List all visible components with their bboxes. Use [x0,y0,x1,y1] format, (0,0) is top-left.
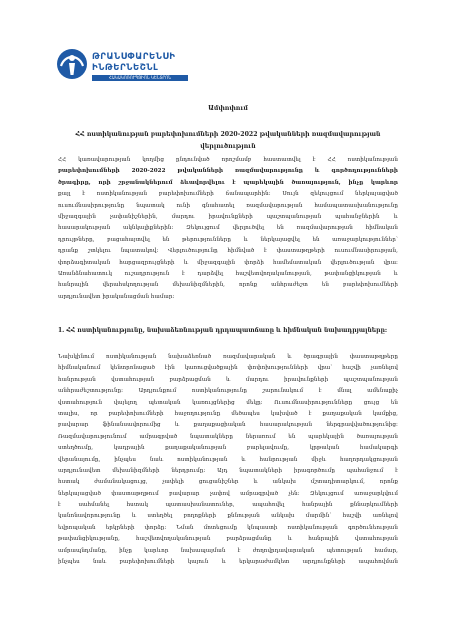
text-line: ստեղծումը, կադրային քաղաքականության բարելավումը, կրթական համակարգի [58,445,398,452]
text-line: արդյունավետ իրականացման համար: [58,293,175,300]
text-line: տալիս, որ բարեփոխումների հաջողությունը մեծապես կախված է քաղաքական կամքից, [58,410,398,417]
text-line: հասարակության ակնկալիքներին: Զեկույցում վերլուծվել են ռազմավարության հիմնական [58,225,398,232]
text-line: հիմնականում կենտրոնացած էին կառուցվածքային փոփոխությունների վրա՝ հաշվի չառնելով [58,365,398,372]
logo-text-line1: ԹՐԱՆՍՓԱՐԵՆՍԻ [92,52,176,62]
text-line: հանրային վերահսկողության մեխանիզմներին, որոնք անհրաժեշտ են բարեփոխումների [58,282,398,289]
text-line: վերանայումը, ինչպես նաև ոստիկանության և հանրության միջև հաղորդակցության [58,456,398,463]
text-line: միջազգային չափանիշներին, մարդու իրավունքների պաշտպանության պահանջներին և [58,213,398,220]
section-paragraph [58,352,398,568]
text-line: ամրապնդմանը, ինչը կարևոր նախապայման է ժողովրդավարական պետության համար, [58,547,398,554]
text-line: ինչպես նաև բարեփոխումների կայուն և երկարաժամկետ արդյունքների ապահովման [58,559,398,566]
globe-person-icon [56,48,88,80]
logo-band: ՀԱԿԱԿՈՌՈՒՊՑԻՈՆ ԿԵՆՏՐՈՆ [92,75,188,81]
summary-label: Ամփոփում [208,105,248,112]
organization-logo [56,48,190,86]
text-line: բարեփոխումների 2020-2022 թվականների ռազմավարությունը և գործողությունների [58,168,398,175]
document-title-line1: ՀՀ ոստիկանության բարեփոխումների 2020-2022 թվականների ռազմավարության [75,131,381,138]
text-line: հանրության վստահության բարձրացման և մարդու իրավունքների պաշտպանության [58,376,398,383]
text-line: ուսումնասիրությունը նպատակ ունի գնահատել ռազմավարության համապատասխանությունը [58,202,398,209]
text-line: թափանցիկությանը, հաշվետվողականության բարձրացմանը և հանրային վստահության [58,536,398,543]
text-line: անհրաժեշտությունը: Արդյունքում ոստիկանությունը շարունակում է մնալ ամենաքիչ [58,388,398,395]
summary-paragraph [58,155,398,303]
text-line: քայլ է ոստիկանության բարեփոխումների ճանապարհին: Սույն զեկույցում ներկայացված [58,191,398,198]
text-line: ծրագիրը, որի շրջանակներում ձևավորվելու է պարեկային ծառայություն, ինչը կարևոր [58,179,398,186]
text-line: եվրոպական երկրների փորձը: Նման մոտեցումը կնպաստի ոստիկանության գործունեության [58,524,398,531]
text-line: դրանք շտկելու նպատակով: Վերլուծությունը հիմնված է փաստաթղթերի ուսումնասիրության, [58,248,398,255]
text-line: բավարար ֆինանսավորումից և քաղաքացիական հասարակության ներգրավվածությունից: [58,422,398,429]
logo-text-line2: ԻՆԹԵՐՆԵՇՆԼ [92,63,159,73]
text-line: Նախկինում ոստիկանության նախաձեռնած ռազմավարական և ծրագրային փաստաթղթերը [58,354,398,360]
text-line: կանոնավորությունը և ստեղծել բողոքների քննության անկախ մարմին՝ հաշվի առնելով [58,513,398,520]
text-line: հստակ ժամանակացույց, չափելի ցուցանիշներ և անկախ մշտադիտարկում, որոնք [58,479,398,486]
text-line: դրույթները, բացահայտվել են թերությունները և ներկայացվել են առաջարկություններ՝ [58,236,398,243]
text-line: Առանձնահատուկ ուշադրություն է դարձվել հաշվետվողականության, թափանցիկության և [58,270,398,277]
text-line: վստահություն վայելող պետական կառույցներից մեկը: Ուսումնասիրությունները ցույց են [58,399,398,406]
document-title-line2: վերլուծություն [200,143,256,150]
text-line: փորձագիտական հարցազրույցների և միջազգային փորձի համեմատական վերլուծության վրա: [58,259,398,266]
text-line: ներկայացված փաստաթղթում բավարար չափով ամրագրված չեն: Զեկույցում առաջարկվում [58,490,398,497]
section-heading: 1. ՀՀ ոստիկանությունը, նախաձեռնության դրդապատճառը և հիմնական նախադրյալները: [58,327,388,334]
text-line: արդյունավետ մեխանիզմների ներդրումը: Այդ նպատակների իրագործումը պահանջում է [58,467,398,474]
text-line: Ռազմավարությունում ամրագրված նպատակները ներառում են պարեկային ծառայության [58,433,398,440]
text-line: ՀՀ կառավարության կողմից ընդունված որոշմամբ հաստատվել է ՀՀ ոստիկանության [58,157,398,163]
text-line: է սահմանել հստակ պատասխանատուներ, ապահովել հանրային քննարկումների [58,502,398,509]
